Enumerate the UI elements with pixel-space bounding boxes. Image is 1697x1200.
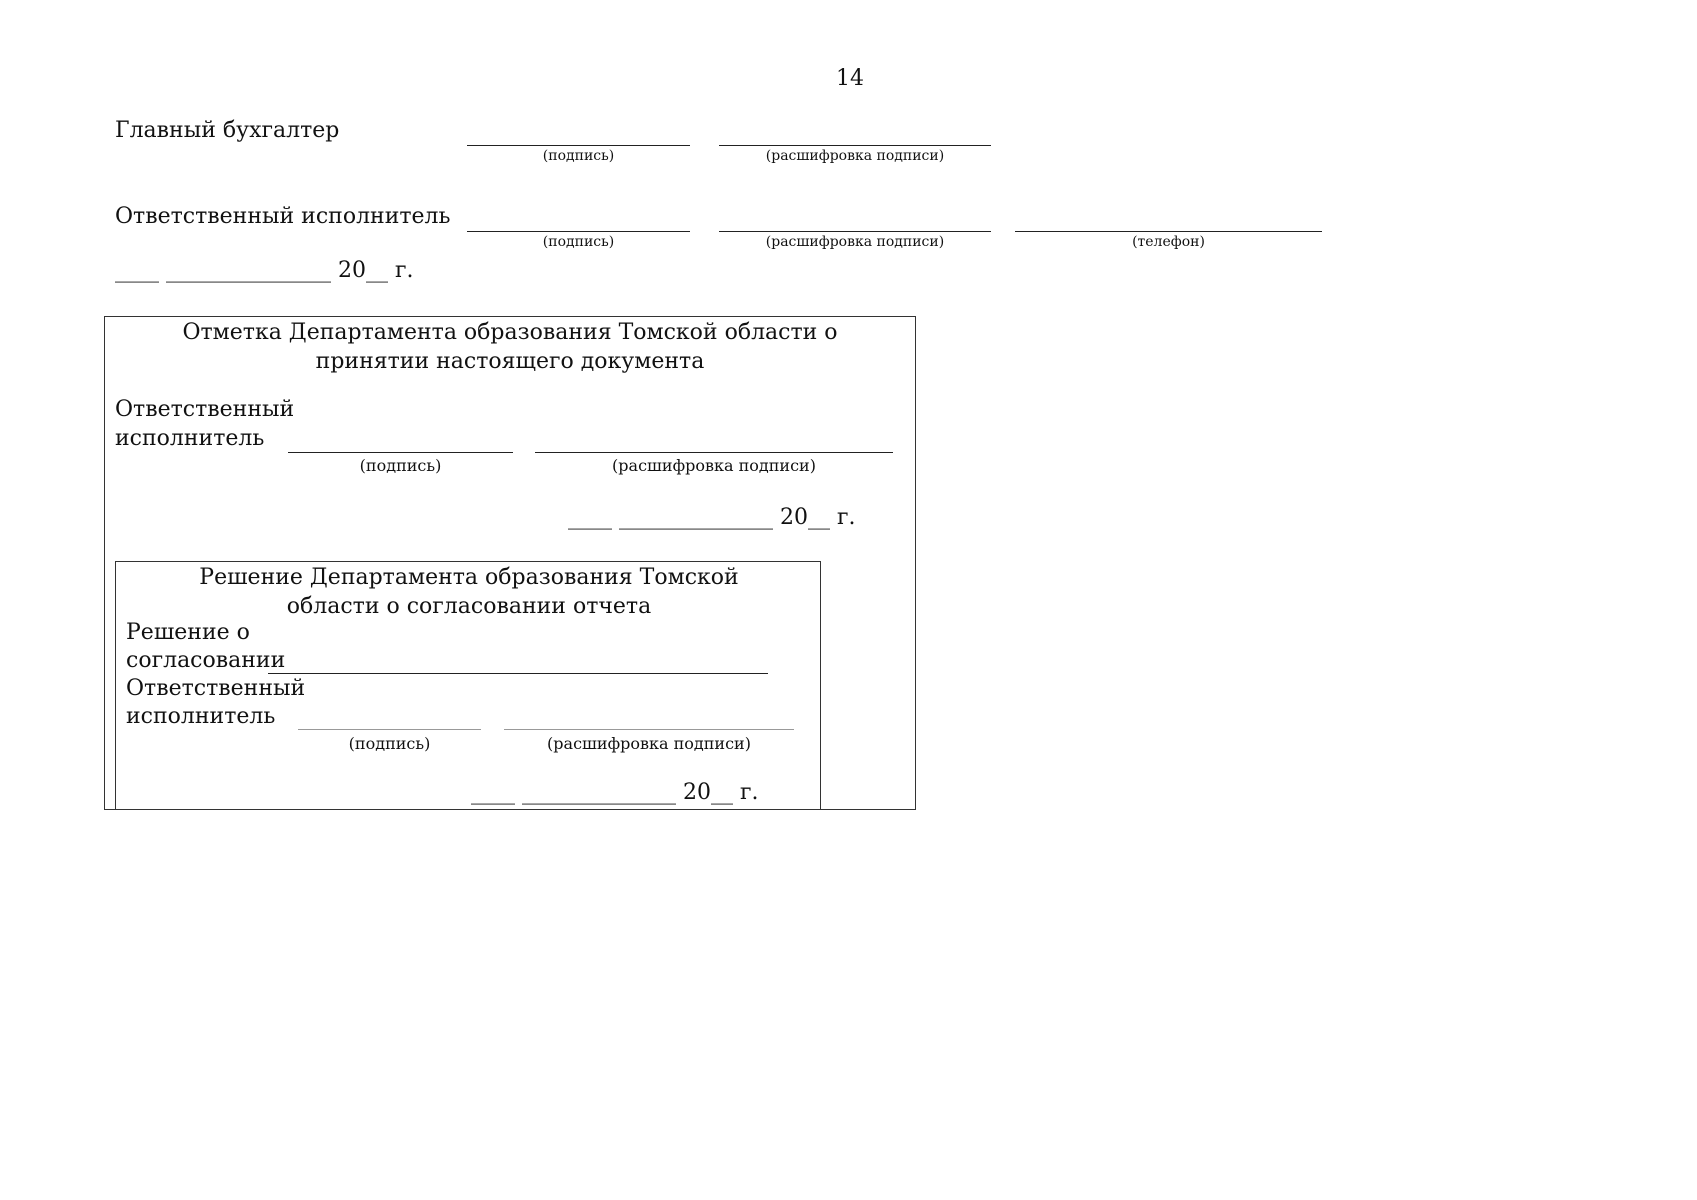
mark-decoding-caption: (расшифровка подписи) — [612, 456, 816, 475]
chief-accountant-decoding-line[interactable] — [719, 145, 991, 146]
decision-label-line1: Решение о — [126, 620, 250, 645]
chief-accountant-signature-line[interactable] — [467, 145, 690, 146]
executor-phone-caption: (телефон) — [1132, 234, 1205, 250]
page-number: 14 — [836, 66, 864, 91]
chief-accountant-label: Главный бухгалтер — [115, 118, 340, 143]
executor-signature-line[interactable] — [467, 231, 690, 232]
decision-executor-label-line1: Ответственный — [126, 676, 306, 701]
decision-signature-line[interactable] — [298, 729, 481, 730]
decision-decoding-line[interactable] — [504, 729, 794, 730]
executor-decoding-line[interactable] — [719, 231, 991, 232]
chief-accountant-signature-caption: (подпись) — [542, 148, 615, 164]
decision-date-line: ____ ______________ 20__ г. — [471, 780, 759, 805]
decision-box — [115, 561, 821, 810]
executor-phone-line[interactable] — [1015, 231, 1322, 232]
executor-decoding-caption: (расшифровка подписи) — [765, 234, 945, 250]
decision-executor-label-line2: исполнитель — [126, 704, 276, 729]
decision-line[interactable] — [268, 673, 768, 674]
decision-signature-caption: (подпись) — [348, 734, 431, 753]
date-line: ____ _______________ 20__ г. — [115, 258, 414, 283]
decision-label-line2: согласовании — [126, 648, 286, 673]
mark-date-line: ____ ______________ 20__ г. — [568, 505, 856, 530]
decision-decoding-caption: (расшифровка подписи) — [547, 734, 751, 753]
mark-decoding-line[interactable] — [535, 452, 893, 453]
mark-signature-caption: (подпись) — [359, 456, 442, 475]
acceptance-mark-box — [104, 316, 916, 810]
mark-executor-label-line1: Ответственный — [115, 397, 295, 422]
mark-signature-line[interactable] — [288, 452, 513, 453]
chief-accountant-decoding-caption: (расшифровка подписи) — [765, 148, 945, 164]
executor-signature-caption: (подпись) — [542, 234, 615, 250]
decision-title: Решение Департамента образования Томской области о согласовании отчета — [199, 565, 739, 619]
executor-label: Ответственный исполнитель — [115, 204, 451, 229]
mark-executor-label-line2: исполнитель — [115, 426, 265, 451]
acceptance-mark-title: Отметка Департамента образования Томской области о принятии настоящего документа — [182, 320, 838, 374]
